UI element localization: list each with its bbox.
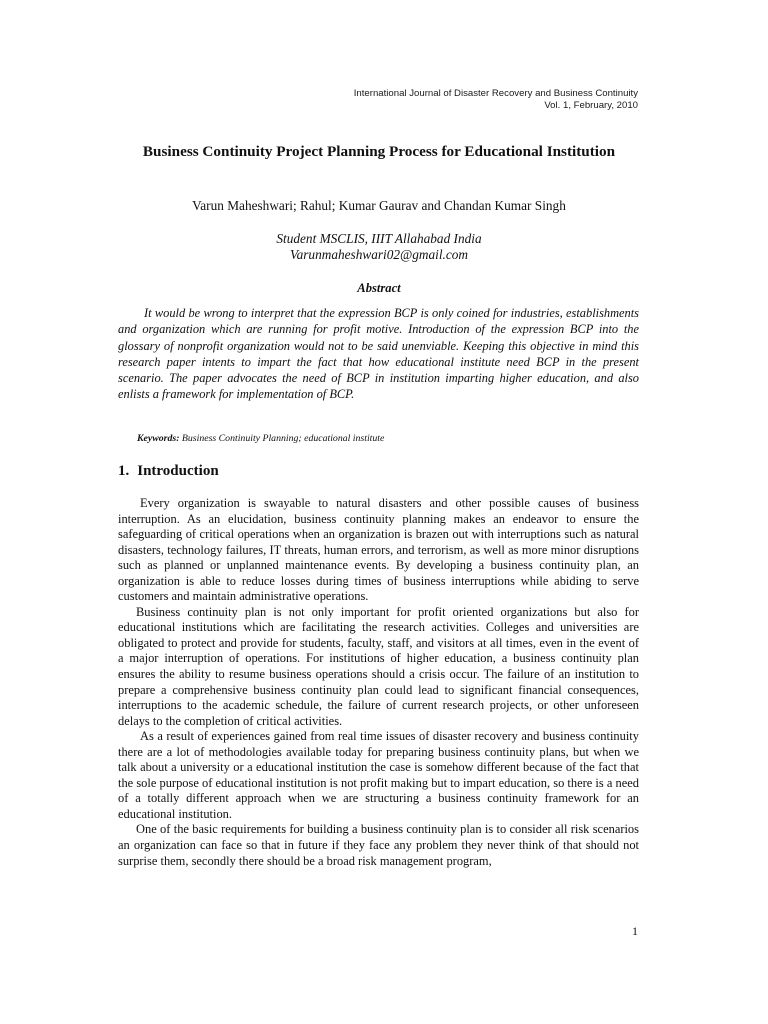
section-heading-introduction — [118, 462, 219, 480]
body-paragraph: Every organization is swayable to natural disasters and other possible causes of business interruption. As an elucidation, business continuity planning makes an endeavor to ensure the safeguarding of critical operations when an organization is brazen out with interruptions such as natural disasters, technology failures, IT threats, human errors, and terrorism, as well as more minor disruptions such as planned or unplanned maintenance events. By developing a business continuity plan, an organization is able to reduce losses during times of business interruptions while abiding to serve customers and maintain administrative operations. — [118, 496, 639, 604]
page-number: 1 — [632, 924, 638, 938]
author-list: Varun Maheshwari; Rahul; Kumar Gaurav and Chandan Kumar Singh — [192, 198, 566, 213]
volume-info: Vol. 1, February, 2010 — [544, 100, 638, 111]
abstract-heading: Abstract — [357, 281, 401, 295]
body-paragraph: Business continuity plan is not only important for profit oriented organizations but also for educational institutions which are facilitating the research activities. Colleges and universities are obligated to protect and provide for students, faculty, staff, and visitors at all times, even in the event of a major interruption of operations. For institutions of higher education, a business continuity plan ensures the ability to resume business operations should a crisis occur. The failure of an institution to prepare a comprehensive business continuity plan could lead to significant financial consequences, interruptions to the academic schedule, the failure of current research projects, or other unforeseen delays to the completion of critical activities. — [118, 604, 639, 728]
body-paragraph: One of the basic requirements for building a business continuity plan is to consider all risk scenarios an organization can face so that in future if they face any problem they never think of that should not surprise them, secondly there should be a broad risk management program, — [118, 822, 639, 868]
running-head — [354, 88, 638, 112]
section-title: Introduction — [137, 463, 219, 479]
keywords-text: Business Continuity Planning; educational institute — [181, 433, 385, 444]
affiliation — [120, 231, 638, 263]
affiliation-line: Student MSCLIS, IIIT Allahabad India — [276, 231, 482, 246]
journal-name: International Journal of Disaster Recovery and Business Continuity — [353, 88, 638, 99]
keywords-label: Keywords: — [137, 433, 180, 444]
author-email: Varunmaheshwari02@gmail.com — [289, 247, 469, 262]
keywords — [137, 433, 384, 445]
body-paragraph: As a result of experiences gained from real time issues of disaster recovery and business continuity there are a lot of methodologies available today for preparing business continuity plans, but when we talk about a university or a educational institution the case is somehow different because of the fact that the sole purpose of educational institution is not profit making but to impart education, so there is a need of a totally different approach when we are structuring a business continuity framework for an educational institution. — [118, 729, 639, 821]
paper-title: Business Continuity Project Planning Process for Educational Institution — [142, 143, 616, 160]
abstract-text: It would be wrong to interpret that the expression BCP is only coined for industries, establishments and organization which are running for profit motive. Introduction of the expression BCP into the glossary of nonprofit organization would not to be said unenviable. Keeping this objective in mind this research paper intents to impart the fact that how educational institute need BCP in the present scenario. The paper advocates the need of BCP in institution imparting higher education, and also enlists a framework for implementation of BCP. — [118, 306, 639, 402]
introduction-body — [118, 496, 639, 869]
section-number: 1. — [118, 463, 130, 479]
